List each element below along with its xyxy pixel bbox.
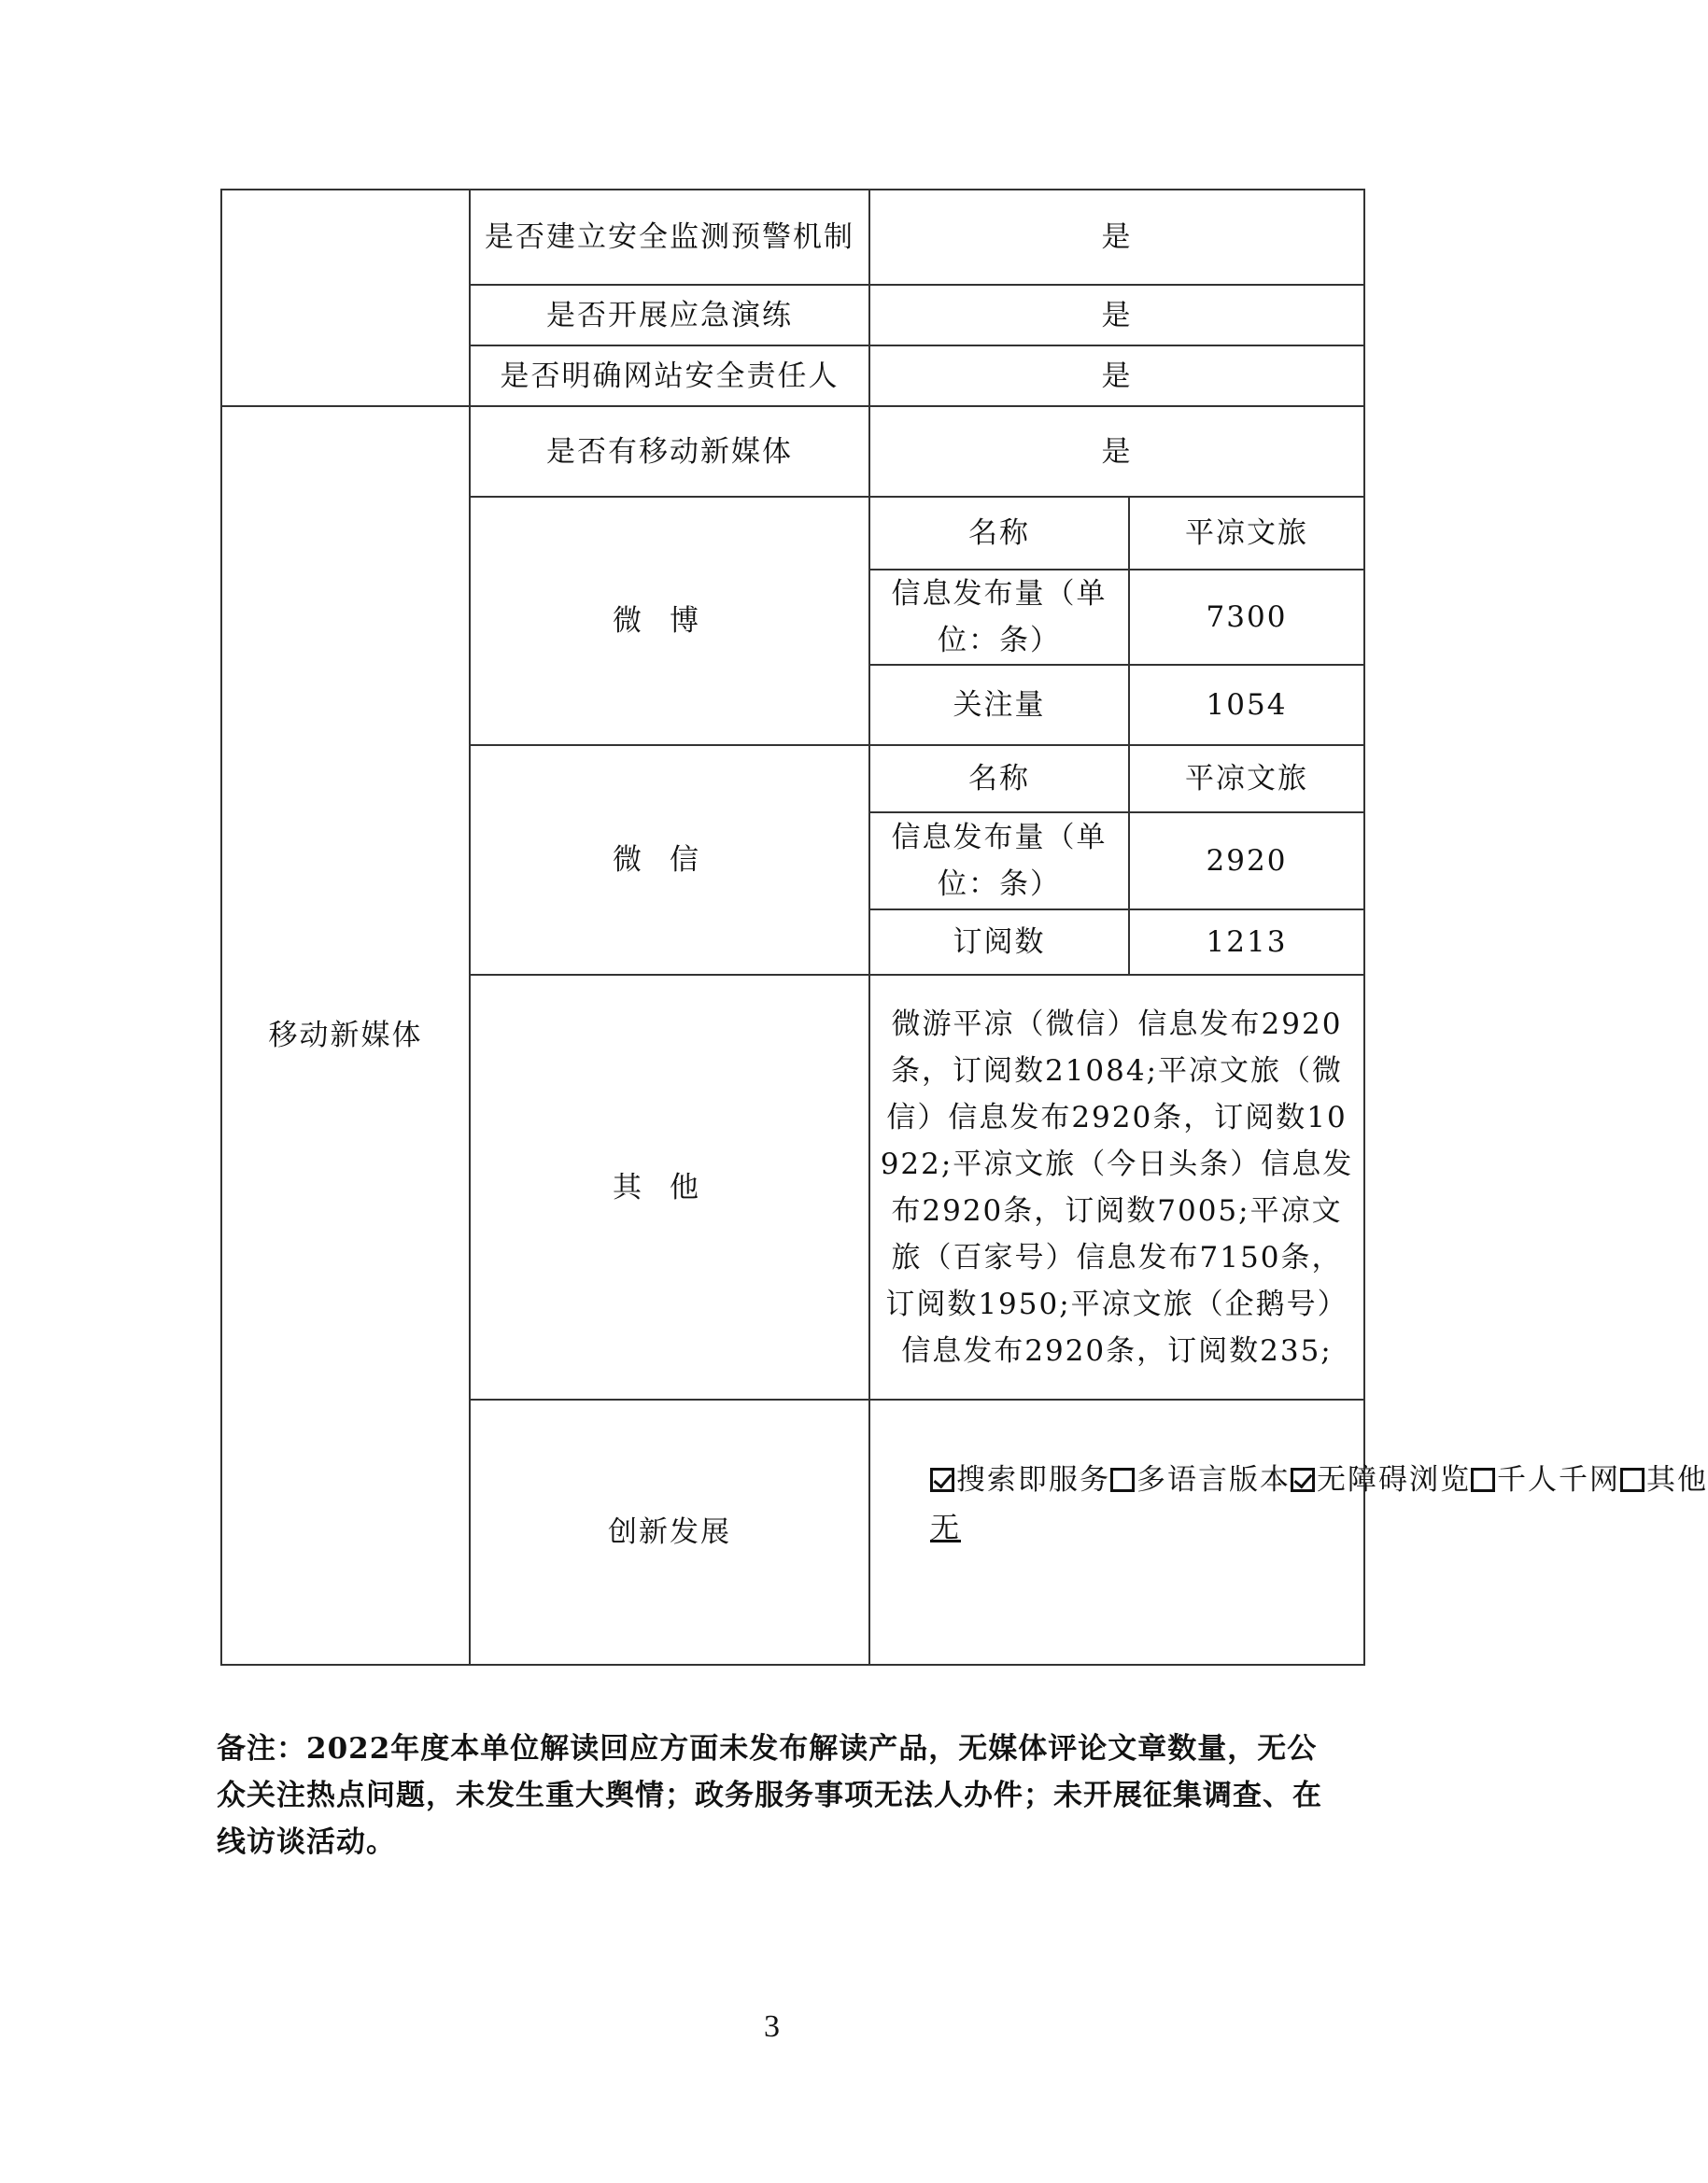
wechat-field-value: 2920 bbox=[1129, 812, 1364, 909]
weibo-field-value: 1054 bbox=[1129, 665, 1364, 745]
checkbox-personalized[interactable] bbox=[1471, 1468, 1495, 1492]
page-number: 3 bbox=[764, 2009, 780, 2044]
innovation-other-line bbox=[930, 1504, 1354, 1553]
other-label: 其他 bbox=[470, 975, 869, 1400]
weibo-field-value: 7300 bbox=[1129, 570, 1364, 665]
security-category-cell bbox=[221, 190, 470, 406]
row-value: 是 bbox=[869, 285, 1364, 345]
option-label: 其他 bbox=[1646, 1463, 1708, 1497]
wechat-field-label: 订阅数 bbox=[869, 909, 1129, 975]
wechat-field-label: 信息发布量（单位：条） bbox=[869, 812, 1129, 909]
report-table bbox=[220, 189, 1708, 1666]
wechat-field-value: 平凉文旅 bbox=[1129, 745, 1364, 812]
remark-note: 备注：2022年度本单位解读回应方面未发布解读产品，无媒体评论文章数量，无公众关注热点问题，未发生重大舆情；政务服务事项无法人办件；未开展征集调查、在线访谈活动。 bbox=[217, 1732, 1322, 1859]
row-value: 是 bbox=[869, 190, 1364, 285]
row-label: 是否开展应急演练 bbox=[470, 285, 869, 345]
wechat-label: 微信 bbox=[470, 745, 869, 975]
row-label: 是否明确网站安全责任人 bbox=[470, 345, 869, 406]
option-label: 搜索即服务 bbox=[956, 1463, 1110, 1497]
mobile-category-cell: 移动新媒体 bbox=[221, 406, 470, 1665]
innovation-options-cell bbox=[869, 1400, 1708, 1665]
weibo-field-value: 平凉文旅 bbox=[1129, 497, 1364, 570]
checkbox-search-service[interactable] bbox=[930, 1468, 954, 1492]
innovation-options bbox=[930, 1456, 1708, 1504]
table-row bbox=[221, 190, 1364, 285]
option-label: 无障碍浏览 bbox=[1317, 1463, 1471, 1497]
innovation-other-text: 无 bbox=[930, 1512, 961, 1545]
weibo-field-label: 名称 bbox=[869, 497, 1129, 570]
wechat-field-label: 名称 bbox=[869, 745, 1129, 812]
option-label: 千人千网 bbox=[1497, 1463, 1620, 1497]
weibo-field-label: 关注量 bbox=[869, 665, 1129, 745]
row-value: 是 bbox=[869, 406, 1364, 497]
row-label: 是否有移动新媒体 bbox=[470, 406, 869, 497]
checkbox-other[interactable] bbox=[1620, 1468, 1644, 1492]
row-label: 是否建立安全监测预警机制 bbox=[470, 190, 869, 285]
checkbox-accessibility[interactable] bbox=[1291, 1468, 1315, 1492]
wechat-field-value: 1213 bbox=[1129, 909, 1364, 975]
row-value: 是 bbox=[869, 345, 1364, 406]
other-description: 微游平凉（微信）信息发布2920条，订阅数21084;平凉文旅（微信）信息发布2920条，订阅数10922;平凉文旅（今日头条）信息发布2920条，订阅数7005;平凉文旅（百家号）信息发布7150条，订阅数1950;平凉文旅（企鹅号）信息发布2920条，订阅数235; bbox=[869, 975, 1364, 1400]
weibo-label: 微博 bbox=[470, 497, 869, 745]
table-row bbox=[221, 406, 1364, 497]
checkbox-multilingual[interactable] bbox=[1110, 1468, 1135, 1492]
weibo-field-label: 信息发布量（单位：条） bbox=[869, 570, 1129, 665]
innovation-category-cell: 创新发展 bbox=[470, 1400, 869, 1665]
option-label: 多语言版本 bbox=[1136, 1463, 1291, 1497]
